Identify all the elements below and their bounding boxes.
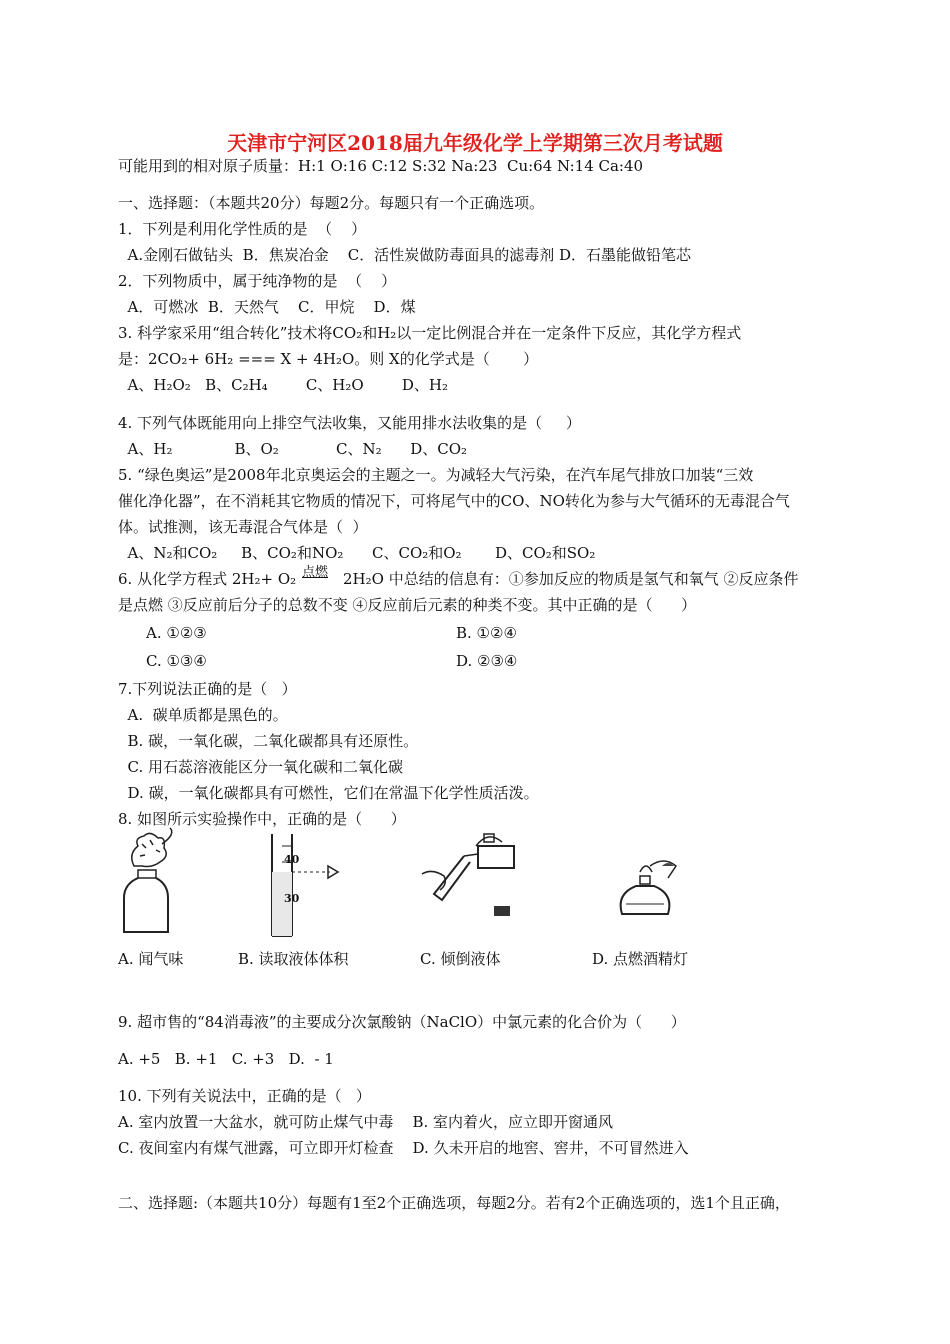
section-2-heading: 二、选择题:（本题共10分）每题有1至2个正确选项，每题2分。若有2个正确选项的，选1个且正确， [118,1194,790,1212]
section-1-heading: 一、选择题：（本题共20分）每题2分。每题只有一个正确选项。 [118,194,545,212]
q3-stem: 3. 科学家采用“组合转化”技术将CO₂和H₂以一定比例混合并在一定条件下反应，其化学方程式 [118,324,742,342]
q6-reaction-condition: 点燃 [302,565,329,580]
page-title: 天津市宁河区2018届九年级化学上学期第三次月考试题 [227,131,723,155]
figure-light-lamp [610,856,696,930]
q2-options: A．可燃冰 B．天然气 C．甲烷 D．煤 [118,298,416,316]
q6-option-a: A. ①②③ [146,624,207,642]
q10-options-1: A. 室内放置一大盆水，就可防止煤气中毒 B. 室内着火，应立即开窗通风 [118,1113,614,1131]
q7-option-b: B. 碳，一氧化碳，二氧化碳都具有还原性。 [118,732,419,750]
figure-read-volume [262,828,344,940]
q1-options: A.金刚石做钻头 B．焦炭冶金 C．活性炭做防毒面具的滤毒剂 D．石墨能做铅笔芯 [118,246,692,264]
q5-options: A、N₂和CO₂ B、CO₂和NO₂ C、CO₂和O₂ D、CO₂和SO₂ [118,544,596,562]
q8-option-b: B. 读取液体体积 [238,950,349,968]
q3-options: A、H₂O₂ B、C₂H₄ C、H₂O D、H₂ [118,376,448,394]
q6-option-b: B. ①②④ [456,624,517,642]
scale-label-30: 30 [284,892,300,905]
q5-stem-2: 催化净化器”，在不消耗其它物质的情况下，可将尾气中的CO、NO转化为参与大气循环的无毒混合气 [118,492,790,510]
q7-option-c: C. 用石蕊溶液能区分一氧化碳和二氧化碳 [118,758,404,776]
q9-stem: 9. 超市售的“84消毒液”的主要成分次氯酸钠（NaClO）中氯元素的化合价为（ ） [118,1013,686,1031]
atomic-masses: 可能用到的相对原子质量：H:1 O:16 C:12 S:32 Na:23 Cu:64 N:14 Ca:40 [118,157,644,175]
q9-options: A. +5 B. +1 C. +3 D. - 1 [118,1050,334,1068]
figure-pour-liquid [414,824,524,924]
q2-stem: 2．下列物质中，属于纯净物的是 （ ） [118,272,397,290]
q6-option-d: D. ②③④ [456,652,518,670]
q6-stem-2: 是点燃 ③反应前后分子的总数不变 ④反应前后元素的种类不变。其中正确的是（ ） [118,596,697,614]
figure-smell-gas [112,826,182,938]
q6-stem-part-b: 2H₂O 中总结的信息有：①参加反应的物质是氢气和氧气 ②反应条件 [343,570,799,588]
q10-options-2: C. 夜间室内有煤气泄露，可立即开灯检查 D. 久未开启的地窖、窖井，不可冒然进入 [118,1139,689,1157]
q4-stem: 4. 下列气体既能用向上排空气法收集，又能用排水法收集的是（ ） [118,414,581,432]
scale-label-40: 40 [284,853,300,866]
q8-option-c: C. 倾倒液体 [420,950,501,968]
q3-stem-2: 是：2CO₂+ 6H₂ === X + 4H₂O。则 X的化学式是（ ） [118,350,539,368]
q1-stem: 1．下列是利用化学性质的是 （ ） [118,220,367,238]
q8-option-a: A. 闻气味 [118,950,184,968]
q6-option-c: C. ①③④ [146,652,207,670]
q7-option-d: D. 碳，一氧化碳都具有可燃性，它们在常温下化学性质活泼。 [118,784,539,802]
q8-stem: 8. 如图所示实验操作中，正确的是（ ） [118,810,406,828]
q10-stem: 10. 下列有关说法中，正确的是（ ） [118,1087,371,1105]
q7-option-a: A. 碳单质都是黑色的。 [118,706,288,724]
q5-stem-3: 体。试推测，该无毒混合气体是（ ） [118,518,368,536]
q4-options: A、H₂ B、O₂ C、N₂ D、CO₂ [118,440,468,458]
q5-stem: 5. “绿色奥运”是2008年北京奥运会的主题之一。为减轻大气污染，在汽车尾气排放口加装“三效 [118,466,754,484]
q6-stem-part-a: 6. 从化学方程式 2H₂+ O₂ [118,570,297,588]
q7-stem: 7.下列说法正确的是（ ） [118,680,297,698]
q8-option-d: D. 点燃酒精灯 [592,950,689,968]
